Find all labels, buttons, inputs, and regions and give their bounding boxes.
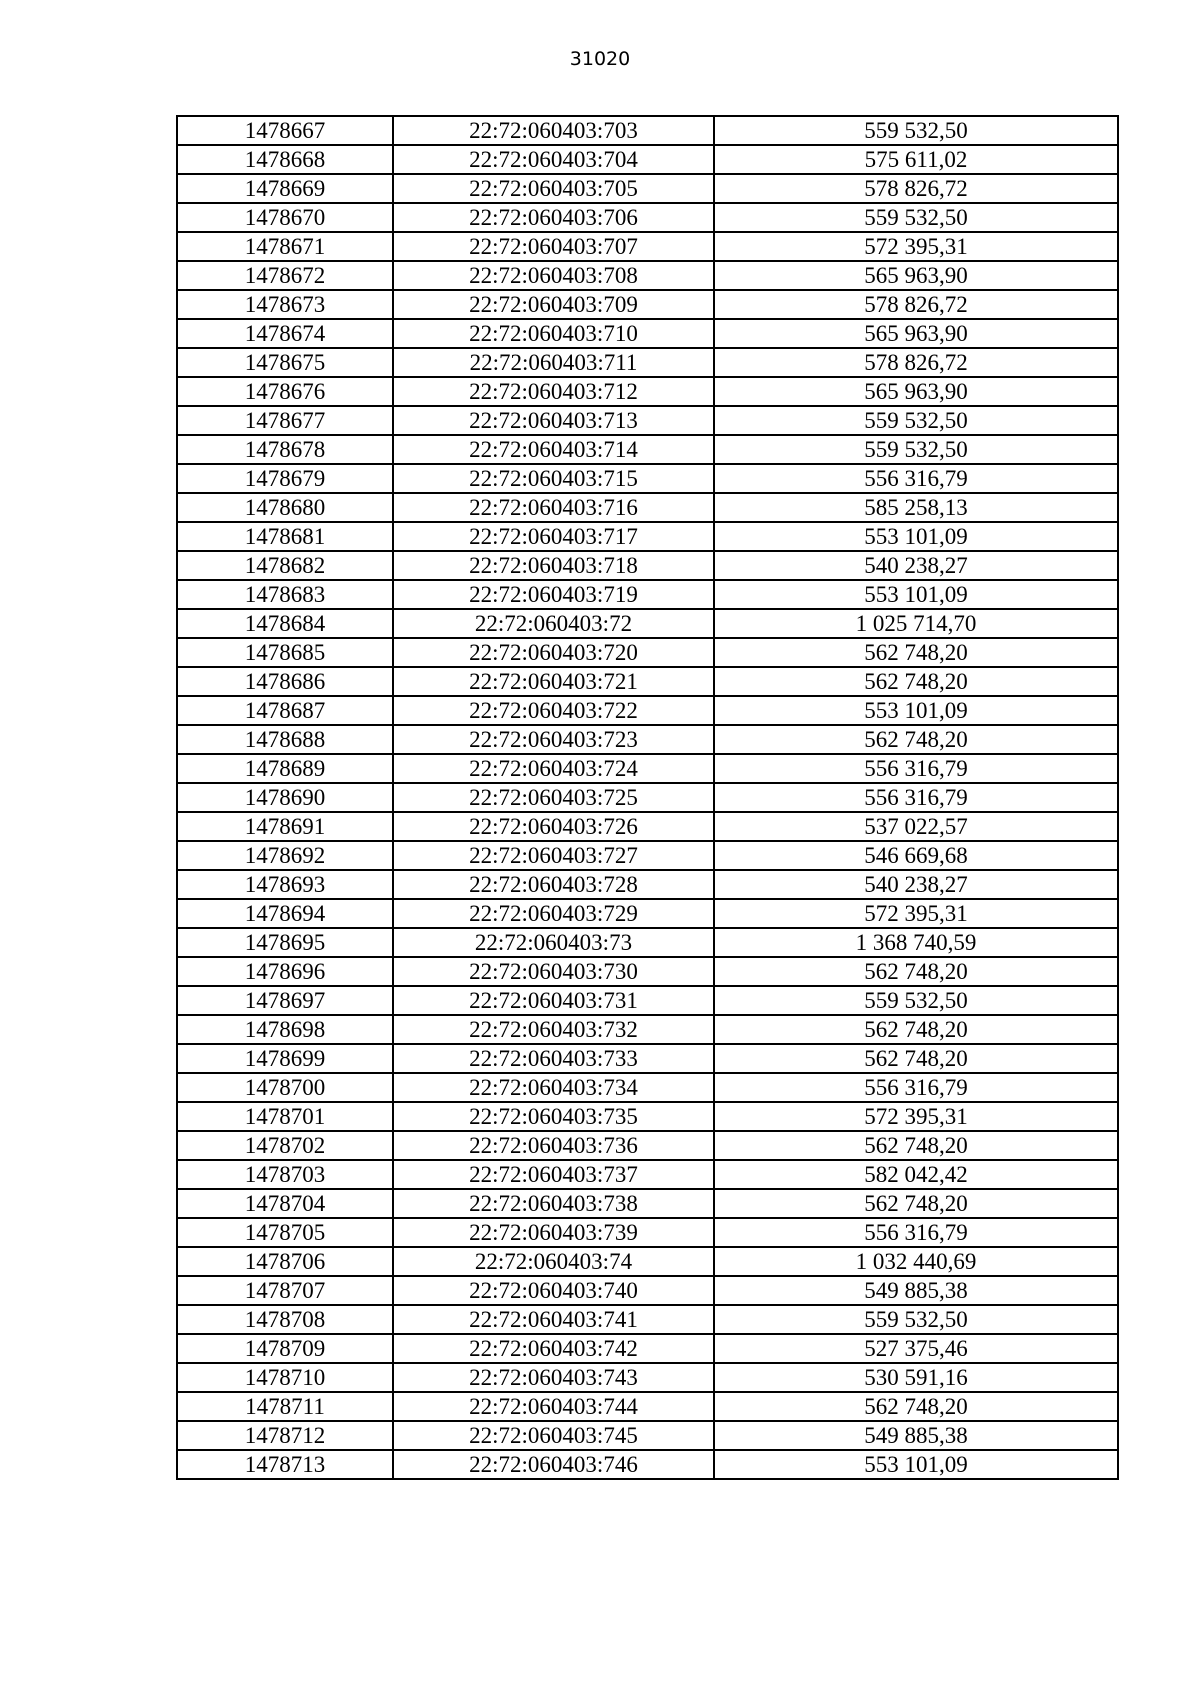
cadastral-value-cell: 556 316,79 xyxy=(714,754,1118,783)
cadastral-number-cell: 22:72:060403:744 xyxy=(393,1392,714,1421)
record-number-cell: 1478702 xyxy=(177,1131,393,1160)
record-number-cell: 1478672 xyxy=(177,261,393,290)
record-number-cell: 1478686 xyxy=(177,667,393,696)
record-number-cell: 1478678 xyxy=(177,435,393,464)
cadastral-number-cell: 22:72:060403:724 xyxy=(393,754,714,783)
cadastral-number-cell: 22:72:060403:746 xyxy=(393,1450,714,1479)
cadastral-number-cell: 22:72:060403:739 xyxy=(393,1218,714,1247)
table-row xyxy=(177,1015,1118,1044)
cadastral-number-cell: 22:72:060403:714 xyxy=(393,435,714,464)
record-number-cell: 1478671 xyxy=(177,232,393,261)
cadastral-value-cell: 553 101,09 xyxy=(714,1450,1118,1479)
cadastral-number-cell: 22:72:060403:716 xyxy=(393,493,714,522)
cadastral-number-cell: 22:72:060403:733 xyxy=(393,1044,714,1073)
table-row xyxy=(177,1102,1118,1131)
cadastral-number-cell: 22:72:060403:742 xyxy=(393,1334,714,1363)
cadastral-value-cell: 546 669,68 xyxy=(714,841,1118,870)
cadastral-value-cell: 578 826,72 xyxy=(714,348,1118,377)
cadastral-value-table xyxy=(176,115,1119,1480)
cadastral-number-cell: 22:72:060403:709 xyxy=(393,290,714,319)
cadastral-number-cell: 22:72:060403:726 xyxy=(393,812,714,841)
cadastral-number-cell: 22:72:060403:731 xyxy=(393,986,714,1015)
table-row xyxy=(177,638,1118,667)
table-row xyxy=(177,580,1118,609)
record-number-cell: 1478700 xyxy=(177,1073,393,1102)
cadastral-value-cell: 556 316,79 xyxy=(714,783,1118,812)
cadastral-number-cell: 22:72:060403:717 xyxy=(393,522,714,551)
record-number-cell: 1478679 xyxy=(177,464,393,493)
cadastral-value-cell: 556 316,79 xyxy=(714,1218,1118,1247)
table-row xyxy=(177,493,1118,522)
table-row xyxy=(177,1218,1118,1247)
record-number-cell: 1478701 xyxy=(177,1102,393,1131)
table-row xyxy=(177,812,1118,841)
cadastral-number-cell: 22:72:060403:738 xyxy=(393,1189,714,1218)
cadastral-number-cell: 22:72:060403:708 xyxy=(393,261,714,290)
table-row xyxy=(177,1247,1118,1276)
record-number-cell: 1478687 xyxy=(177,696,393,725)
table-row xyxy=(177,1450,1118,1479)
record-number-cell: 1478674 xyxy=(177,319,393,348)
record-number-cell: 1478684 xyxy=(177,609,393,638)
record-number-cell: 1478709 xyxy=(177,1334,393,1363)
cadastral-number-cell: 22:72:060403:705 xyxy=(393,174,714,203)
cadastral-value-cell: 559 532,50 xyxy=(714,203,1118,232)
record-number-cell: 1478713 xyxy=(177,1450,393,1479)
cadastral-value-cell: 549 885,38 xyxy=(714,1421,1118,1450)
record-number-cell: 1478710 xyxy=(177,1363,393,1392)
record-number-cell: 1478695 xyxy=(177,928,393,957)
cadastral-value-cell: 565 963,90 xyxy=(714,261,1118,290)
cadastral-number-cell: 22:72:060403:723 xyxy=(393,725,714,754)
cadastral-value-cell: 562 748,20 xyxy=(714,1044,1118,1073)
record-number-cell: 1478683 xyxy=(177,580,393,609)
table-row xyxy=(177,609,1118,638)
table-row xyxy=(177,1276,1118,1305)
table-row xyxy=(177,1421,1118,1450)
cadastral-value-cell: 572 395,31 xyxy=(714,232,1118,261)
table-row xyxy=(177,1189,1118,1218)
record-number-cell: 1478689 xyxy=(177,754,393,783)
cadastral-number-cell: 22:72:060403:734 xyxy=(393,1073,714,1102)
cadastral-number-cell: 22:72:060403:735 xyxy=(393,1102,714,1131)
table-row xyxy=(177,928,1118,957)
cadastral-value-cell: 562 748,20 xyxy=(714,638,1118,667)
record-number-cell: 1478705 xyxy=(177,1218,393,1247)
record-number-cell: 1478692 xyxy=(177,841,393,870)
cadastral-value-cell: 549 885,38 xyxy=(714,1276,1118,1305)
cadastral-number-cell: 22:72:060403:740 xyxy=(393,1276,714,1305)
cadastral-number-cell: 22:72:060403:727 xyxy=(393,841,714,870)
record-number-cell: 1478680 xyxy=(177,493,393,522)
record-number-cell: 1478707 xyxy=(177,1276,393,1305)
record-number-cell: 1478711 xyxy=(177,1392,393,1421)
record-number-cell: 1478682 xyxy=(177,551,393,580)
cadastral-value-cell: 553 101,09 xyxy=(714,696,1118,725)
cadastral-number-cell: 22:72:060403:711 xyxy=(393,348,714,377)
cadastral-number-cell: 22:72:060403:703 xyxy=(393,116,714,145)
cadastral-value-cell: 572 395,31 xyxy=(714,1102,1118,1131)
table-row xyxy=(177,377,1118,406)
cadastral-value-cell: 578 826,72 xyxy=(714,174,1118,203)
table-row xyxy=(177,1363,1118,1392)
cadastral-number-cell: 22:72:060403:720 xyxy=(393,638,714,667)
table-row xyxy=(177,174,1118,203)
cadastral-value-cell: 537 022,57 xyxy=(714,812,1118,841)
cadastral-number-cell: 22:72:060403:736 xyxy=(393,1131,714,1160)
cadastral-number-cell: 22:72:060403:722 xyxy=(393,696,714,725)
cadastral-number-cell: 22:72:060403:710 xyxy=(393,319,714,348)
page-number: 31020 xyxy=(569,48,631,70)
cadastral-number-cell: 22:72:060403:707 xyxy=(393,232,714,261)
cadastral-number-cell: 22:72:060403:72 xyxy=(393,609,714,638)
table-row xyxy=(177,203,1118,232)
cadastral-value-cell: 556 316,79 xyxy=(714,1073,1118,1102)
table-row xyxy=(177,116,1118,145)
record-number-cell: 1478669 xyxy=(177,174,393,203)
table-row xyxy=(177,725,1118,754)
cadastral-value-cell: 553 101,09 xyxy=(714,522,1118,551)
table-row xyxy=(177,841,1118,870)
cadastral-number-cell: 22:72:060403:728 xyxy=(393,870,714,899)
table-row xyxy=(177,1392,1118,1421)
cadastral-number-cell: 22:72:060403:725 xyxy=(393,783,714,812)
cadastral-value-cell: 527 375,46 xyxy=(714,1334,1118,1363)
record-number-cell: 1478693 xyxy=(177,870,393,899)
cadastral-number-cell: 22:72:060403:732 xyxy=(393,1015,714,1044)
table-row xyxy=(177,435,1118,464)
cadastral-number-cell: 22:72:060403:715 xyxy=(393,464,714,493)
table-row xyxy=(177,1334,1118,1363)
table-body xyxy=(177,116,1118,1479)
table-row xyxy=(177,406,1118,435)
cadastral-value-cell: 562 748,20 xyxy=(714,667,1118,696)
record-number-cell: 1478696 xyxy=(177,957,393,986)
record-number-cell: 1478673 xyxy=(177,290,393,319)
cadastral-number-cell: 22:72:060403:730 xyxy=(393,957,714,986)
record-number-cell: 1478685 xyxy=(177,638,393,667)
table-row xyxy=(177,290,1118,319)
table-row xyxy=(177,319,1118,348)
cadastral-value-cell: 562 748,20 xyxy=(714,725,1118,754)
cadastral-number-cell: 22:72:060403:729 xyxy=(393,899,714,928)
cadastral-number-cell: 22:72:060403:74 xyxy=(393,1247,714,1276)
cadastral-value-cell: 562 748,20 xyxy=(714,1015,1118,1044)
cadastral-value-cell: 559 532,50 xyxy=(714,406,1118,435)
cadastral-number-cell: 22:72:060403:713 xyxy=(393,406,714,435)
cadastral-value-cell: 1 368 740,59 xyxy=(714,928,1118,957)
cadastral-value-cell: 553 101,09 xyxy=(714,580,1118,609)
cadastral-value-cell: 559 532,50 xyxy=(714,986,1118,1015)
record-number-cell: 1478677 xyxy=(177,406,393,435)
cadastral-number-cell: 22:72:060403:73 xyxy=(393,928,714,957)
cadastral-value-cell: 575 611,02 xyxy=(714,145,1118,174)
table-row xyxy=(177,754,1118,783)
record-number-cell: 1478708 xyxy=(177,1305,393,1334)
cadastral-value-cell: 540 238,27 xyxy=(714,870,1118,899)
table-row xyxy=(177,957,1118,986)
table-row xyxy=(177,1073,1118,1102)
cadastral-value-cell: 562 748,20 xyxy=(714,1392,1118,1421)
record-number-cell: 1478712 xyxy=(177,1421,393,1450)
record-number-cell: 1478691 xyxy=(177,812,393,841)
table-row xyxy=(177,899,1118,928)
cadastral-value-cell: 578 826,72 xyxy=(714,290,1118,319)
cadastral-number-cell: 22:72:060403:712 xyxy=(393,377,714,406)
cadastral-value-cell: 1 025 714,70 xyxy=(714,609,1118,638)
cadastral-number-cell: 22:72:060403:737 xyxy=(393,1160,714,1189)
record-number-cell: 1478668 xyxy=(177,145,393,174)
cadastral-number-cell: 22:72:060403:719 xyxy=(393,580,714,609)
cadastral-number-cell: 22:72:060403:718 xyxy=(393,551,714,580)
record-number-cell: 1478688 xyxy=(177,725,393,754)
cadastral-number-cell: 22:72:060403:721 xyxy=(393,667,714,696)
table-row xyxy=(177,986,1118,1015)
cadastral-value-cell: 572 395,31 xyxy=(714,899,1118,928)
table-row xyxy=(177,348,1118,377)
table-row xyxy=(177,783,1118,812)
record-number-cell: 1478704 xyxy=(177,1189,393,1218)
table-row xyxy=(177,232,1118,261)
cadastral-number-cell: 22:72:060403:706 xyxy=(393,203,714,232)
cadastral-number-cell: 22:72:060403:704 xyxy=(393,145,714,174)
cadastral-value-cell: 559 532,50 xyxy=(714,116,1118,145)
table-row xyxy=(177,522,1118,551)
table-row xyxy=(177,464,1118,493)
record-number-cell: 1478670 xyxy=(177,203,393,232)
cadastral-value-cell: 565 963,90 xyxy=(714,319,1118,348)
record-number-cell: 1478681 xyxy=(177,522,393,551)
cadastral-value-cell: 1 032 440,69 xyxy=(714,1247,1118,1276)
cadastral-value-cell: 565 963,90 xyxy=(714,377,1118,406)
cadastral-number-cell: 22:72:060403:743 xyxy=(393,1363,714,1392)
record-number-cell: 1478690 xyxy=(177,783,393,812)
record-number-cell: 1478706 xyxy=(177,1247,393,1276)
cadastral-value-cell: 582 042,42 xyxy=(714,1160,1118,1189)
table-row xyxy=(177,1160,1118,1189)
cadastral-value-cell: 559 532,50 xyxy=(714,435,1118,464)
record-number-cell: 1478697 xyxy=(177,986,393,1015)
cadastral-value-cell: 559 532,50 xyxy=(714,1305,1118,1334)
table-row xyxy=(177,145,1118,174)
table-row xyxy=(177,551,1118,580)
record-number-cell: 1478675 xyxy=(177,348,393,377)
record-number-cell: 1478694 xyxy=(177,899,393,928)
record-number-cell: 1478698 xyxy=(177,1015,393,1044)
table-row xyxy=(177,1131,1118,1160)
table-row xyxy=(177,1044,1118,1073)
table-row xyxy=(177,261,1118,290)
cadastral-value-cell: 562 748,20 xyxy=(714,957,1118,986)
record-number-cell: 1478667 xyxy=(177,116,393,145)
table-row xyxy=(177,667,1118,696)
record-number-cell: 1478699 xyxy=(177,1044,393,1073)
cadastral-value-cell: 562 748,20 xyxy=(714,1189,1118,1218)
cadastral-number-cell: 22:72:060403:741 xyxy=(393,1305,714,1334)
cadastral-value-cell: 540 238,27 xyxy=(714,551,1118,580)
cadastral-value-cell: 562 748,20 xyxy=(714,1131,1118,1160)
cadastral-value-cell: 585 258,13 xyxy=(714,493,1118,522)
record-number-cell: 1478703 xyxy=(177,1160,393,1189)
cadastral-value-cell: 530 591,16 xyxy=(714,1363,1118,1392)
table-row xyxy=(177,1305,1118,1334)
table-row xyxy=(177,870,1118,899)
table-row xyxy=(177,696,1118,725)
cadastral-value-cell: 556 316,79 xyxy=(714,464,1118,493)
cadastral-number-cell: 22:72:060403:745 xyxy=(393,1421,714,1450)
record-number-cell: 1478676 xyxy=(177,377,393,406)
